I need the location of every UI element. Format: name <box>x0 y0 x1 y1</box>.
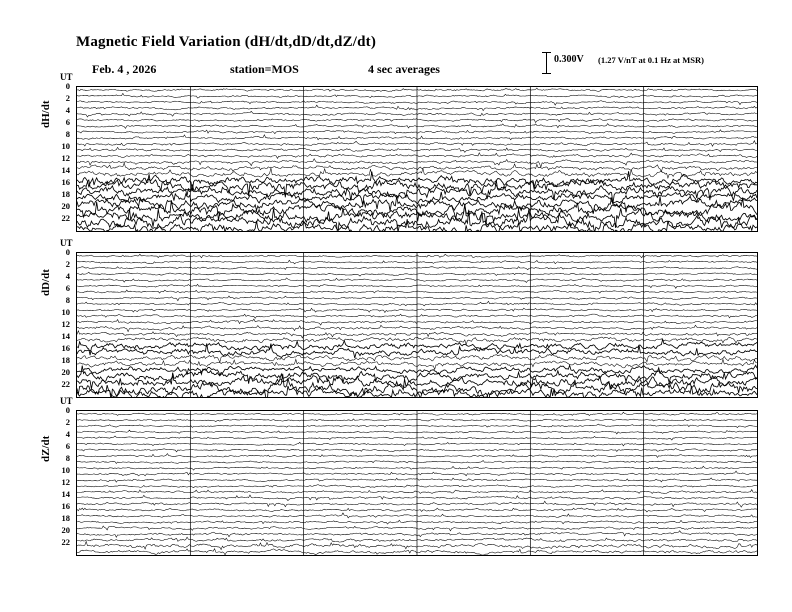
ytick-label: 2 <box>65 259 70 269</box>
ytick-labels-panel-h <box>50 81 70 232</box>
ytick-label: 14 <box>61 489 70 499</box>
subtitle-date: Feb. 4 , 2026 <box>92 62 157 76</box>
ytick-label: 16 <box>61 501 70 511</box>
axis-title-dhdt: dH/dt <box>40 100 52 128</box>
subtitle-averaging: 4 sec averages <box>368 62 440 76</box>
scale-bar-note: (1.27 V/nT at 0.1 Hz at MSR) <box>598 55 704 65</box>
panel-dddt <box>76 252 758 398</box>
ytick-label: 20 <box>61 367 70 377</box>
ytick-label: 16 <box>61 177 70 187</box>
ytick-label: 6 <box>65 283 70 293</box>
ytick-label: 6 <box>65 117 70 127</box>
ytick-label: 8 <box>65 129 70 139</box>
ytick-labels-panel-d <box>50 247 70 398</box>
ytick-label: 8 <box>65 453 70 463</box>
ytick-label: 18 <box>61 189 70 199</box>
page-title: Magnetic Field Variation (dH/dt,dD/dt,dZ/dt) <box>76 34 377 50</box>
ytick-labels-panel-z <box>50 405 70 556</box>
panel-dzdt <box>76 410 758 556</box>
ut-label-panel-d: UT <box>60 238 73 248</box>
ytick-label: 6 <box>65 441 70 451</box>
ytick-label: 20 <box>61 201 70 211</box>
ytick-label: 4 <box>65 105 70 115</box>
ytick-label: 12 <box>61 319 70 329</box>
ytick-label: 4 <box>65 429 70 439</box>
ytick-label: 10 <box>61 307 70 317</box>
ytick-label: 0 <box>65 247 70 257</box>
ytick-label: 10 <box>61 465 70 475</box>
ytick-label: 2 <box>65 93 70 103</box>
ytick-label: 22 <box>61 537 70 547</box>
ut-label-panel-h: UT <box>60 72 73 82</box>
ytick-label: 14 <box>61 331 70 341</box>
ytick-label: 8 <box>65 295 70 305</box>
scale-bar-line <box>546 52 547 74</box>
ytick-label: 10 <box>61 141 70 151</box>
ytick-label: 22 <box>61 379 70 389</box>
ytick-label: 16 <box>61 343 70 353</box>
ytick-label: 18 <box>61 355 70 365</box>
ytick-label: 0 <box>65 405 70 415</box>
ytick-label: 22 <box>61 213 70 223</box>
ytick-label: 2 <box>65 417 70 427</box>
ytick-label: 14 <box>61 165 70 175</box>
panel-plot-area <box>77 87 757 231</box>
panel-dhdt <box>76 86 758 232</box>
ytick-label: 4 <box>65 271 70 281</box>
ytick-label: 0 <box>65 81 70 91</box>
scale-bar-legend <box>542 50 762 76</box>
axis-title-dzdt: dZ/dt <box>40 435 52 462</box>
ut-label-panel-z: UT <box>60 396 73 406</box>
scale-bar-value: 0.300V <box>554 54 584 65</box>
ytick-label: 18 <box>61 513 70 523</box>
ytick-label: 12 <box>61 477 70 487</box>
panel-plot-area <box>77 253 757 397</box>
ytick-label: 20 <box>61 525 70 535</box>
subtitle-station: station=MOS <box>230 62 299 76</box>
panel-plot-area <box>77 411 757 555</box>
ytick-label: 12 <box>61 153 70 163</box>
scale-bar-bottom-cap <box>542 73 551 74</box>
axis-title-dddt: dD/dt <box>40 269 52 296</box>
